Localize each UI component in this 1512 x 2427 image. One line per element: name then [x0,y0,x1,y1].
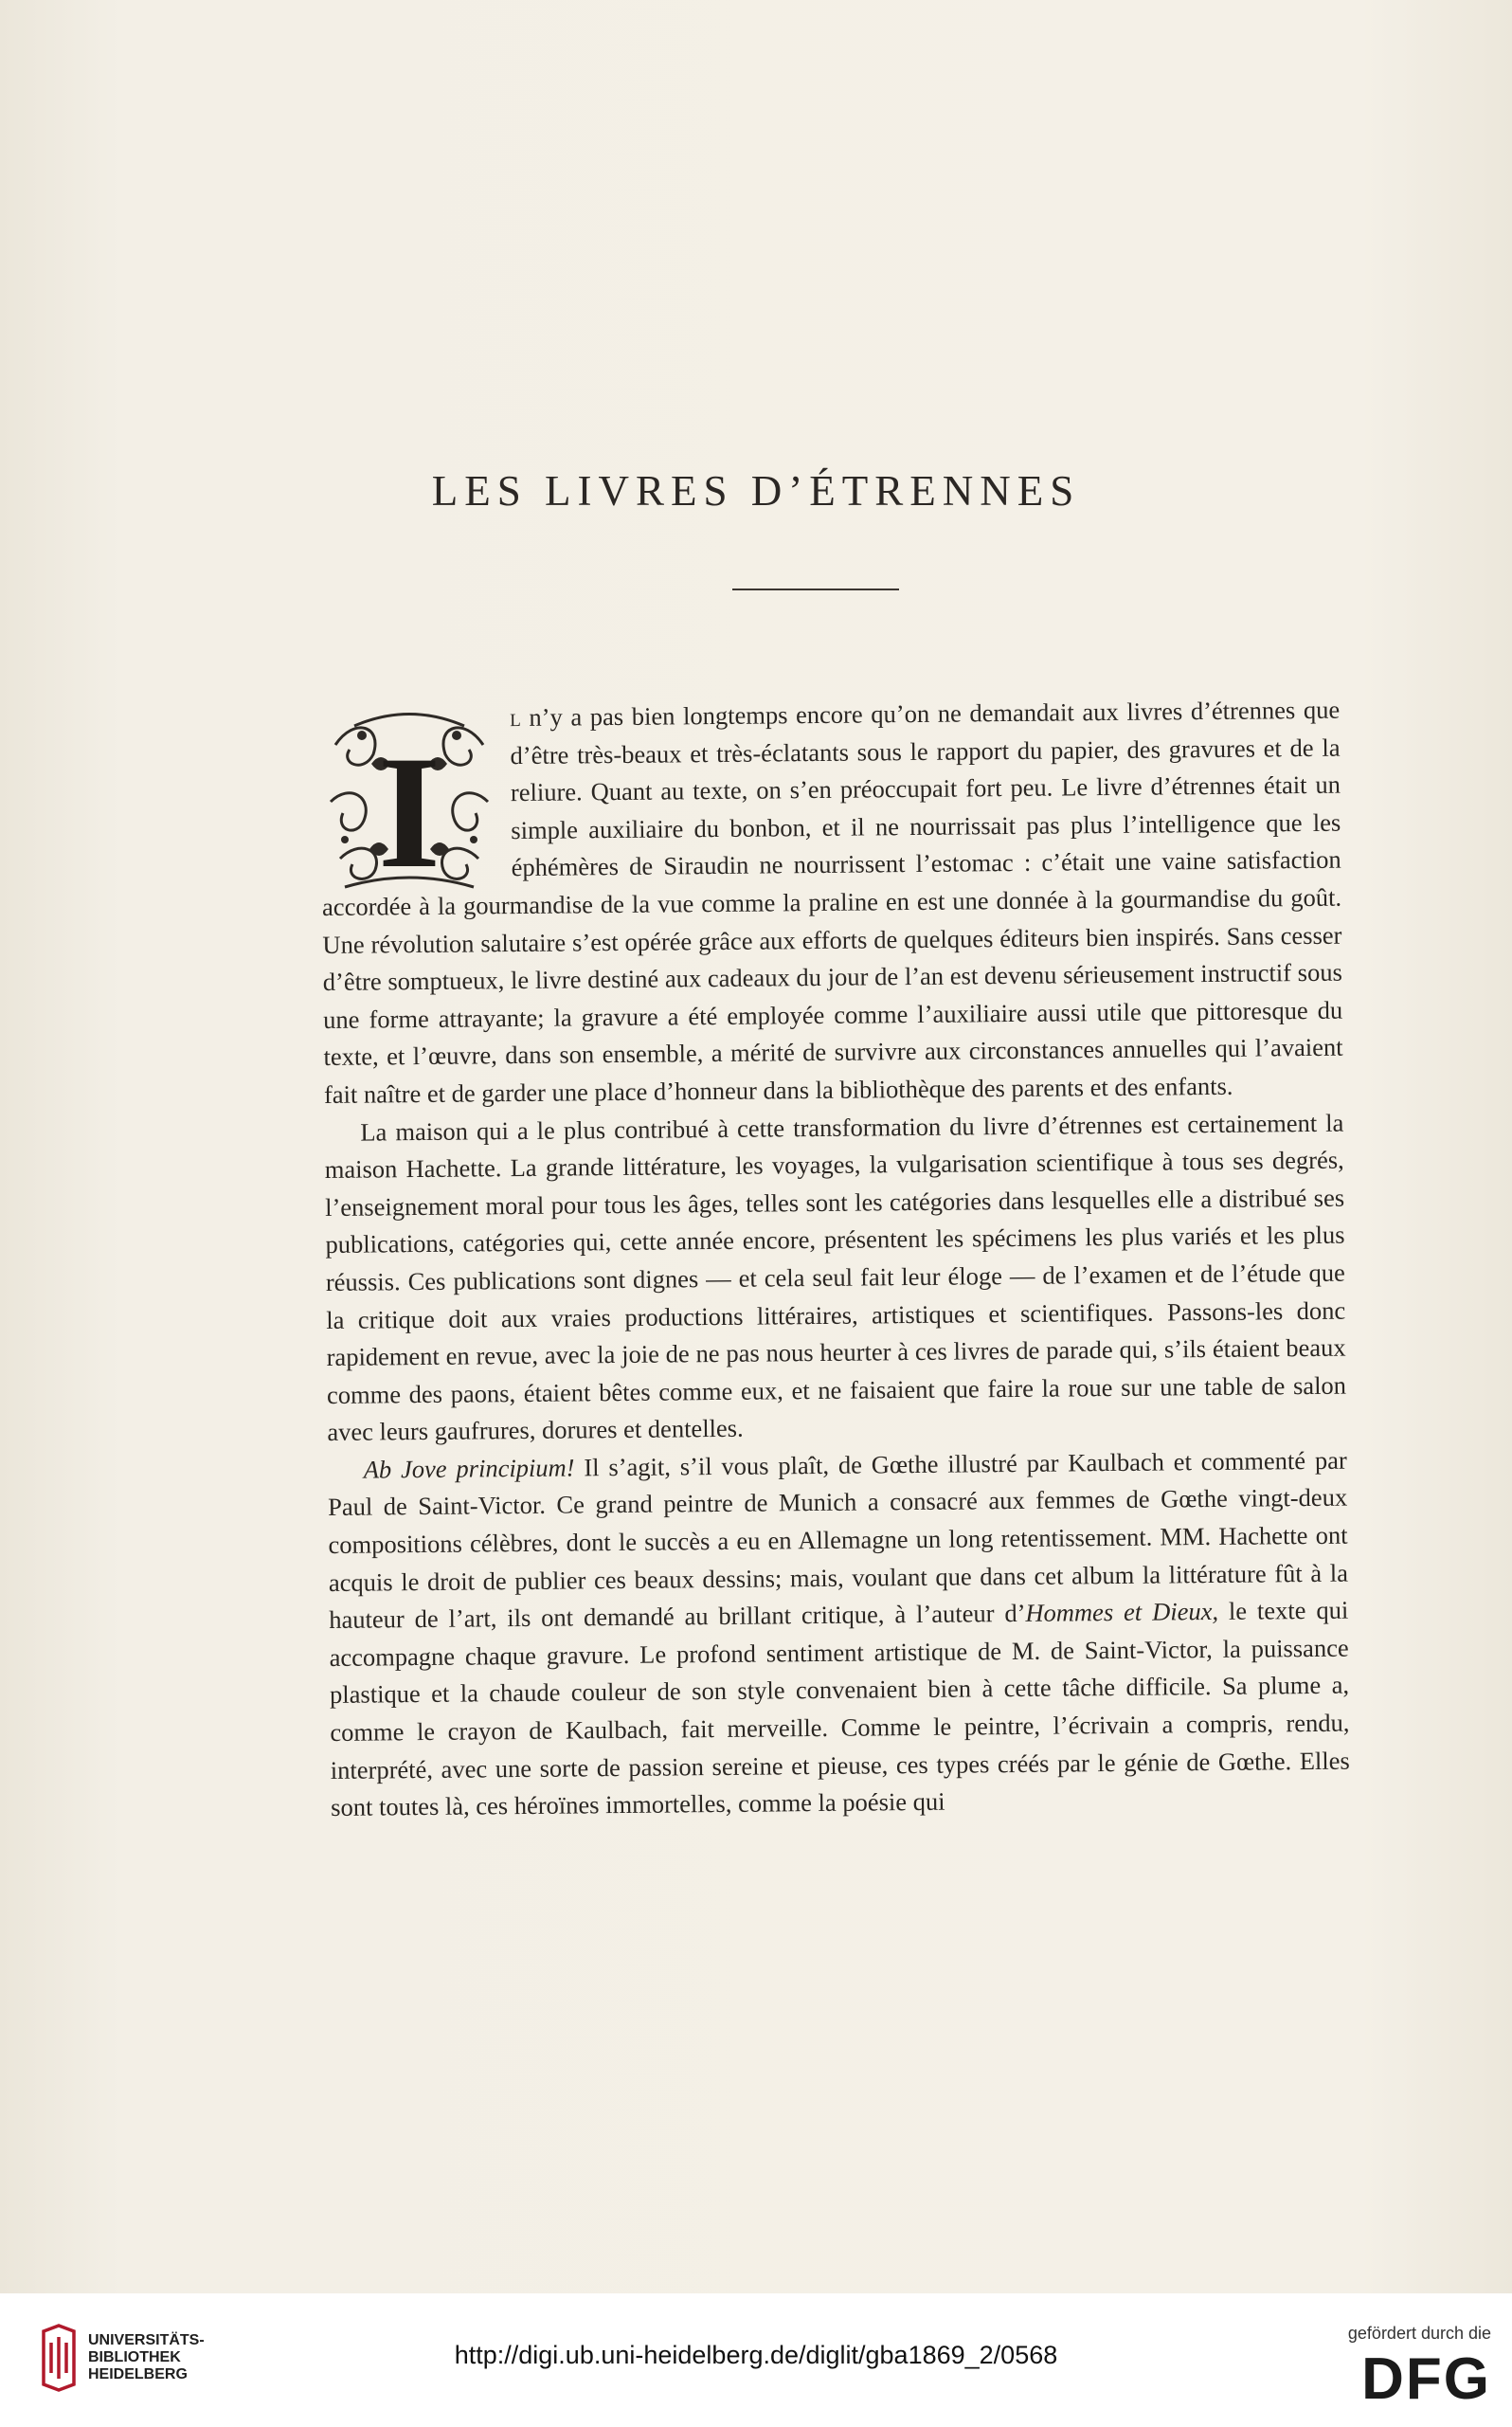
library-name-line-2: BIBLIOTHEK [88,2349,181,2365]
paragraph-1-lead: l [510,702,521,733]
library-name-line-1: UNIVERSITÄTS- [88,2332,205,2348]
paragraph-1-text: n’y a pas bien longtemps encore qu’on ne demandait aux livres d’étrennes que d’être très-beaux et très-éclatants sous le rapport du papier, des gravures et de la reliure. Quant au texte, on s’en préoccupait fort peu. Le livre d’étrennes était un simple auxiliaire du bonbon, et il ne nourrissait pas plus l’intelligence que les éphémères de Siraudin ne nourrissent l’estomac : c’était une vaine satisfaction accordée à la gourmandise de la vue comme la praline en est une donnée à la gourmandise du goût. Une révolution salutaire s’est opérée grâce aux efforts de quelques éditeurs bien inspirés. Sans cesser d’être somptueux, le livre destiné aux cadeaux du jour de l’an est devenu sérieusement instructif sous une forme attrayante; la gravure a été employée comme l’auxiliaire aussi utile que pittoresque du texte, et l’œuvre, dans son ensemble, a mérité de survivre aux circonstances annuelles qui l’avaient fait naître et de garder une place d’honneur dans la bibliothèque des parents et des enfants. [321,695,1343,1109]
drop-cap-letter: I [377,723,441,893]
paragraph-3 [328,1442,1351,1827]
dfg-logo[interactable]: DFG [1361,2346,1491,2412]
paragraph-3-italic-title: Hommes et Dieux, [1025,1597,1219,1628]
paragraph-2: La maison qui a le plus contribué à cette transformation du livre d’étrennes est certainement la maison Hachette. La grande littérature, les voyages, la vulgarisation scientifique à tous ses degrés, l’enseignement moral pour tous les âges, telles sont les catégories dans lesquelles elle a distribué ses publications, catégories qui, cette année encore, présentent les spécimens les plus variés et les plus réussis. Ces publications sont dignes — et cela seul fait leur éloge — de l’examen et de l’étude que la critique doit aux vraies productions littéraires, artistiques et scientifiques. Passons-les donc rapidement en revue, avec la joie de ne pas nous heurter à ces livres de parade qui, s’ils étaient beaux comme des paons, étaient bêtes comme eux, et ne faisaient que faire la roue sur une table de salon avec leurs gaufrures, dorures et dentelles. [324,1108,1347,1447]
article-title: LES LIVRES D’ÉTRENNES [431,467,1081,516]
paragraph-1 [320,692,1343,1114]
library-name-line-3: HEIDELBERG [88,2366,188,2382]
paragraph-3-italic: Ab Jove principium! [363,1453,575,1484]
drop-cap-space [320,699,512,853]
paragraph-3-text-a: Il s’agit, s’il vous plaît, de Gœthe illustré par Kaulbach et commenté par Paul de Saint-Victor. Ce grand peintre de Munich a consacré aux femmes de Gœthe vingt-deux compositions célèbres, dont le succès a eu en Allemagne un long retentissement. MM. Hachette ont acquis le droit de publier ces beaux dessins; mais, voulant que dans cet album la littérature fût à la hauteur de l’art, ils ont demandé au brillant critique, à l’auteur d’ [328,1445,1349,1635]
article-body [320,692,1350,1827]
title-rule [732,589,899,590]
paragraph-3-text-b: le texte qui accompagne chaque gravure. Le profond sentiment artistique de M. de Saint-Victor, la puissance plastique et la chaude couleur de son style convenaient bien à cette tâche difficile. Sa plume a, comme le crayon de Kaulbach, fait merveille. Comme le peintre, l’écrivain a compris, rendu, interprété, avec une sorte de passion sereine et pieuse, ces types créés par le génie de Gœthe. Elles sont toutes là, ces héroïnes immortelles, comme la poésie qui [329,1595,1350,1822]
funding-note: gefördert durch die [1347,2324,1491,2343]
permalink-url[interactable]: http://digi.ub.uni-heidelberg.de/diglit/gba1869_2/0568 [454,2341,1058,2369]
